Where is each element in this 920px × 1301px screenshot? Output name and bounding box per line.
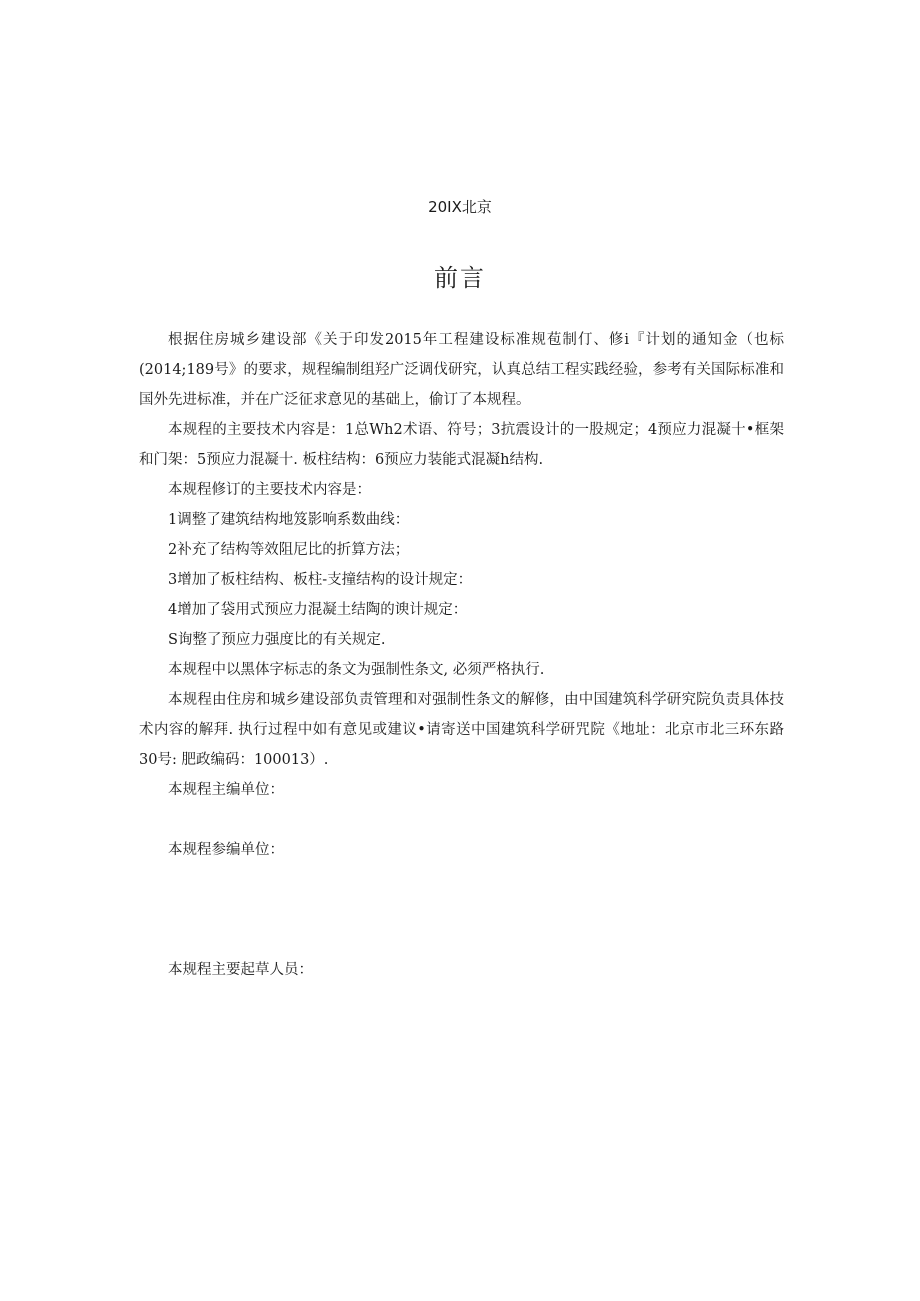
list-item-revision-2: 2补充了结构等效阻尼比的折算方法； xyxy=(168,542,410,558)
paragraph-revision-intro: 本规程修订的主要技术内容是： xyxy=(168,482,371,498)
list-item-revision-1: 1调整了建筑结构地笈影响系数曲线： xyxy=(168,512,410,528)
list-item-revision-4: 4增加了袋用式预应力混凝土结陶的谀计规定： xyxy=(168,602,468,618)
participating-units: 本规程参编单位： xyxy=(168,842,284,858)
place-date: 20IX北京 xyxy=(428,198,492,216)
page-title: 前言 xyxy=(434,264,486,292)
preface-body xyxy=(139,325,784,985)
paragraph-main-contents: 本规程的主要技术内容是：1总Wh2术语、符号；3抗震设计的一股规定；4预应力混凝十•框架和门架：5预应力混凝十. 板柱结构：6预应力装能式混凝h结构. xyxy=(139,422,784,468)
main-drafters: 本规程主要起草人员： xyxy=(168,962,313,978)
chief-editor-unit: 本规程主编单位： xyxy=(168,782,284,798)
paragraph-intro: 根据住房城乡建设部《关于印发2015年工程建设标准规苞制仃、修i『计划的通知金（也标(2014;189号》的要求，规程编制组羟广泛调伐研究，认真总结工程实践经验，参考有关国际标准和国外先进标准，并在广泛征求意见的基础上，偷订了本规程。 xyxy=(139,332,784,408)
list-item-revision-5: S询整了预应力强度比的有关规定. xyxy=(168,632,386,648)
paragraph-mandatory: 本规程中以黑体字标志的条文为强制性条文, 必须严格执行. xyxy=(168,662,545,678)
list-item-revision-3: 3增加了板柱结构、板柱-支撞结构的设计规定： xyxy=(168,572,473,588)
paragraph-management: 本规程由住房和城乡建设部负责管理和对强制性条文的解修，由中国建筑科学研究院负责具体技术内容的解拜. 执行过程中如有意见或建议•请寄送中国建筑科学研咒院《地址：北京市北三环东路30号: 肥政编码：100013）. xyxy=(139,692,784,768)
